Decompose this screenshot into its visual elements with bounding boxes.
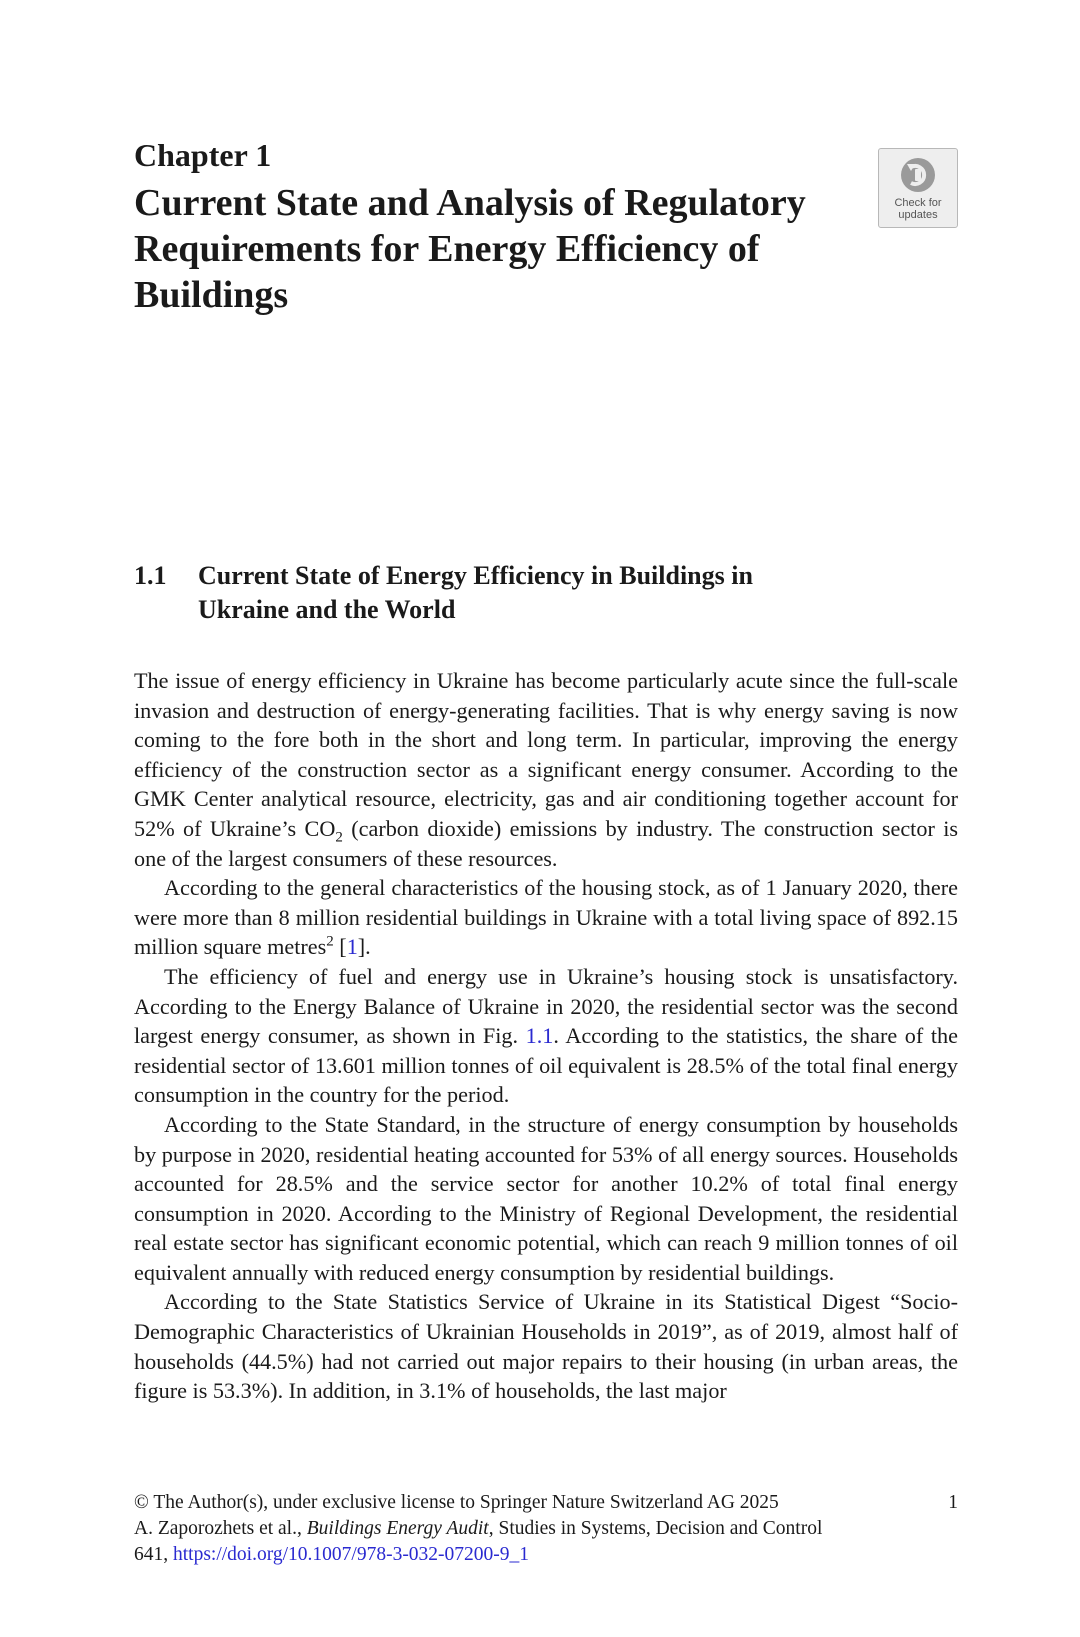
paragraph-2-text-c: ].: [357, 934, 371, 960]
co2-subscript: 2: [335, 829, 343, 846]
paragraph-3-text-b: . According to the statistics, the share of the residential sector of 13.601 million tonnes of oil equivalent is 28.5% of the total final energy consumption in the country for the period.: [134, 1023, 958, 1108]
figure-link[interactable]: 1.1: [525, 1023, 554, 1049]
authors: A. Zaporozhets et al.,: [134, 1518, 307, 1539]
badge-line-1: Check for: [894, 197, 942, 209]
body-text: [134, 666, 958, 1406]
copyright-notice: © The Author(s), under exclusive license to Springer Nature Switzerland AG 2025: [134, 1492, 779, 1513]
paragraph-1-text-b: (carbon dioxide) emissions by industry. The construction sector is one of the largest consumers of these resources.: [134, 815, 959, 871]
paragraph-2-text-a: According to the general characteristics of the housing stock, as of 1 January 2020, there were more than 8 million residential buildings in Ukraine with a total living space of 892.15 million square metres: [134, 875, 958, 960]
series-name: , Studies in Systems, Decision and Control: [488, 1518, 823, 1539]
paragraph-1-text-a: The issue of energy efficiency in Ukraine has become particularly acute since the full-scale invasion and destruction of energy-generating facilities. That is why energy saving is now coming to the fore both in the short and long term. In particular, improving the energy efficiency of the construction sector as a significant energy consumer. According to the GMK Center analytical resource, electricity, gas and air conditioning together account for 52% of Ukraine’s CO: [134, 668, 958, 841]
check-for-updates-icon: [898, 155, 938, 195]
citation-link[interactable]: 1: [346, 934, 358, 960]
squared-superscript: 2: [326, 933, 334, 950]
doi-link[interactable]: https://doi.org/10.1007/978-3-032-07200-9_1: [173, 1544, 530, 1565]
check-for-updates-badge[interactable]: [878, 148, 958, 228]
volume-number: 641,: [134, 1544, 173, 1565]
doi-line: [134, 1542, 958, 1568]
chapter-label: Chapter 1: [134, 137, 272, 173]
paragraph-3: [134, 962, 958, 1110]
paragraph-2: [134, 873, 958, 962]
paragraph-2-text-b: [: [333, 934, 347, 960]
section-heading: [134, 559, 954, 627]
paragraph-4: According to the State Standard, in the structure of energy consumption by households by purpose in 2020, residential heating accounted for 53% of all energy sources. Households accounted for 28.5% and the service sector for another 10.2% of total final energy consumption in 2020. According to the Ministry of Regional Development, the residential real estate sector has significant economic potential, which can reach 9 million tonnes of oil equivalent annually with reduced energy consumption by residential buildings.: [134, 1111, 958, 1285]
paragraph-1: [134, 666, 958, 873]
section-title: Current State of Energy Efficiency in Buildings in Ukraine and the World: [198, 561, 753, 624]
footer: [134, 1490, 958, 1568]
badge-line-2: updates: [898, 209, 938, 221]
paragraph-3-text-a: The efficiency of fuel and energy use in Ukraine’s housing stock is unsatisfactory. According to the Energy Balance of Ukraine in 2020, the residential sector was the second largest energy consumer, as shown in Fig.: [134, 963, 958, 1049]
chapter-title: Current State and Analysis of Regulatory Requirements for Energy Efficiency of Buildings: [134, 182, 806, 316]
page-number: 1: [948, 1492, 958, 1513]
paragraph-5: According to the State Statistics Service of Ukraine in its Statistical Digest “Socio-Demographic Characteristics of Ukrainian Households in 2019”, as of 2019, almost half of households (44.5%) had not carried out major repairs to their housing (in urban areas, the figure is 53.3%). In addition, in 3.1% of households, the last major: [134, 1289, 958, 1404]
citation-line: [134, 1516, 958, 1542]
section-number: 1.1: [134, 561, 167, 590]
book-title: Buildings Energy Audit: [306, 1518, 489, 1539]
